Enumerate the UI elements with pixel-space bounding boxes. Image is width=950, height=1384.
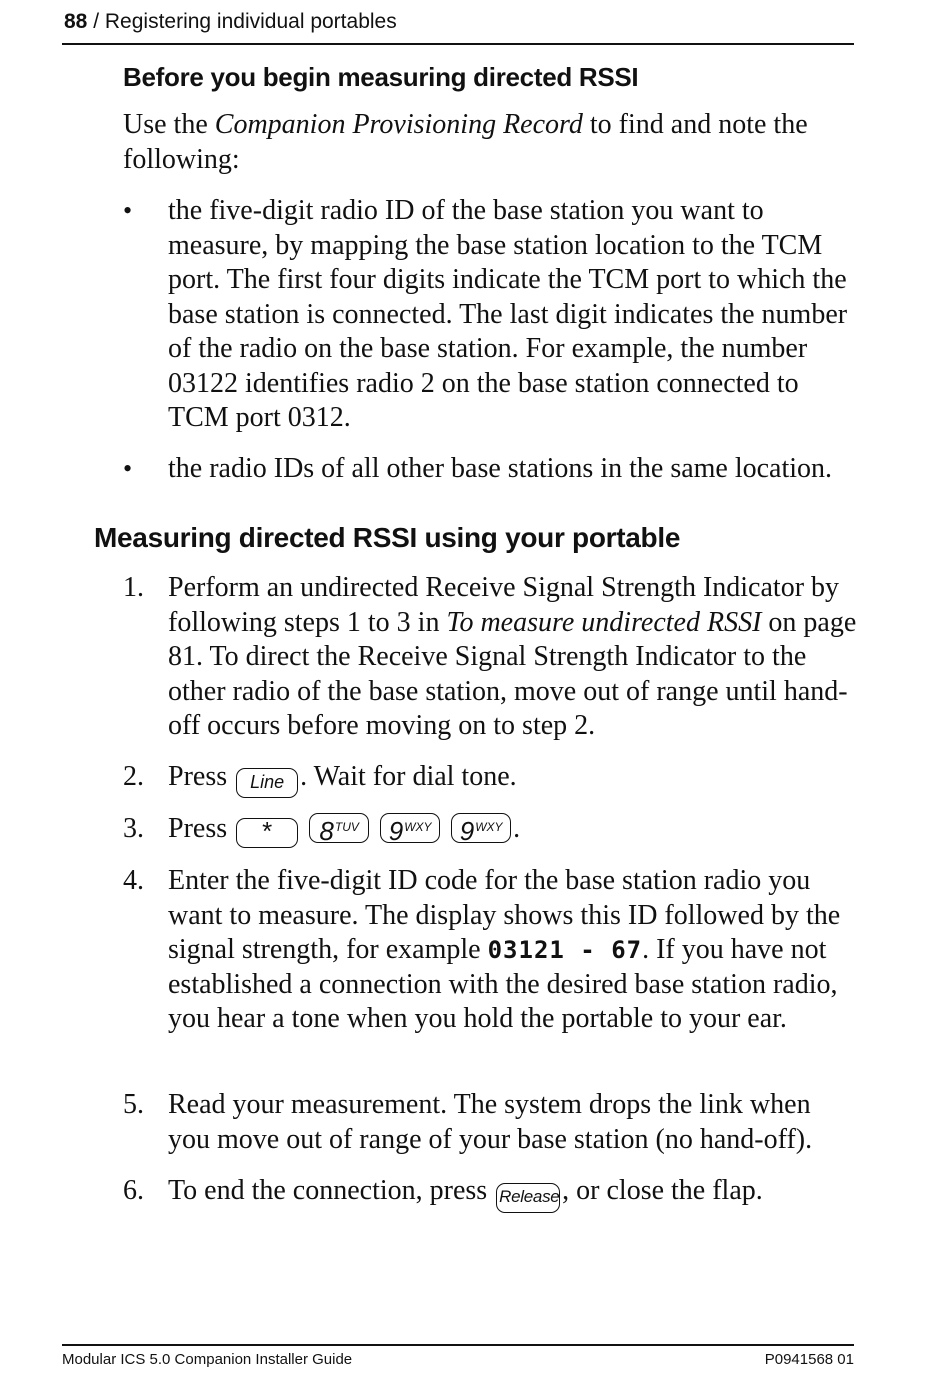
step-1-ref: To measure undirected RSSI [446, 606, 762, 638]
bullet-item [123, 452, 858, 487]
footer-guide-title: Modular ICS 5.0 Companion Installer Guide [62, 1351, 353, 1368]
step-1-pre: Perform an undirected Receive Signal Strength Indicator by following steps 1 to 3 in [168, 572, 840, 638]
key-letters: WXY [475, 820, 503, 834]
step-number: 4. [123, 865, 144, 896]
key-letters: TUV [334, 820, 359, 834]
page-number: 88 [64, 10, 88, 33]
step-text [168, 571, 858, 744]
step-6-post: , or close the flap. [562, 1175, 763, 1206]
footer-doc-number: P0941568 01 [764, 1351, 854, 1368]
step-number: 6. [123, 1175, 144, 1206]
step-4-pre: Enter the five-digit ID code for the base station radio you want to measure. The display shows this ID followed by the signal strength, for example [168, 865, 841, 965]
step-3-pre: Press [168, 813, 235, 844]
key-main: 9 [459, 816, 475, 846]
intro-paragraph [123, 108, 858, 177]
release-key-icon: Release [496, 1183, 560, 1213]
measuring-heading: Measuring directed RSSI using your portable [94, 522, 681, 553]
step-item [123, 864, 858, 1037]
key-main: 9 [388, 816, 404, 846]
before-heading: Before you begin measuring directed RSSI [123, 62, 639, 92]
step-3-post: . [513, 813, 521, 844]
star-key-icon: * [236, 818, 298, 848]
digit-8-key-icon [309, 813, 369, 846]
step-2-post: . Wait for dial tone. [300, 761, 517, 792]
intro-post: to find and note the following: [123, 109, 808, 175]
intro-doc-title: Companion Provisioning Record [214, 109, 583, 140]
bullet-text: the radio IDs of all other base stations in the same location. [168, 453, 833, 484]
step-item [123, 1088, 858, 1157]
digit-9-key-icon [380, 813, 440, 846]
step-4-post: . If you have not established a connection with the desired base station radio, you hear a tone when you hold the portable to your ear. [168, 934, 838, 1034]
display-readout: 03121 - 67 [487, 936, 643, 964]
step-number: 2. [123, 761, 144, 792]
intro-pre: Use the [123, 109, 215, 140]
line-key-icon: Line [236, 768, 298, 798]
key-main: 8 [319, 816, 334, 846]
bullet-text: the five-digit radio ID of the base station you want to measure, by mapping the base station location to the TCM port. The first four digits indicate the TCM port to which the base station is connected. The last digit indicates the number of the radio on the base station. For example, the number 03122 identifies radio 2 on the base station connected to TCM port 0312. [168, 195, 848, 433]
step-item [123, 1174, 858, 1213]
step-2-pre: Press [168, 761, 235, 792]
step-text [168, 812, 858, 848]
step-item [123, 571, 858, 744]
running-header [64, 9, 397, 35]
header-section-title: Registering individual portables [104, 10, 397, 33]
step-number: 5. [123, 1089, 144, 1120]
step-number: 1. [123, 572, 144, 603]
digit-9-key-icon [451, 813, 511, 846]
footer-rule [62, 1344, 854, 1346]
bullet-marker: • [123, 454, 133, 483]
step-text [168, 1174, 858, 1213]
step-item [123, 760, 858, 798]
step-6-pre: To end the connection, press [168, 1175, 495, 1206]
step-number: 3. [123, 813, 144, 844]
step-text: Read your measurement. The system drops the link when you move out of range of your base station (no hand-off). [168, 1089, 813, 1155]
header-separator: / [87, 10, 105, 33]
bullet-marker: • [123, 196, 133, 225]
bullet-item [123, 194, 858, 436]
step-text [168, 760, 858, 798]
header-rule [62, 43, 854, 45]
step-item [123, 812, 858, 848]
step-1-post: on page 81. To direct the Receive Signal Strength Indicator to the other radio of the base station, move out of range until hand-off occurs before moving on to step 2. [168, 606, 857, 741]
step-text [168, 864, 858, 1037]
key-letters: WXY [404, 820, 432, 834]
